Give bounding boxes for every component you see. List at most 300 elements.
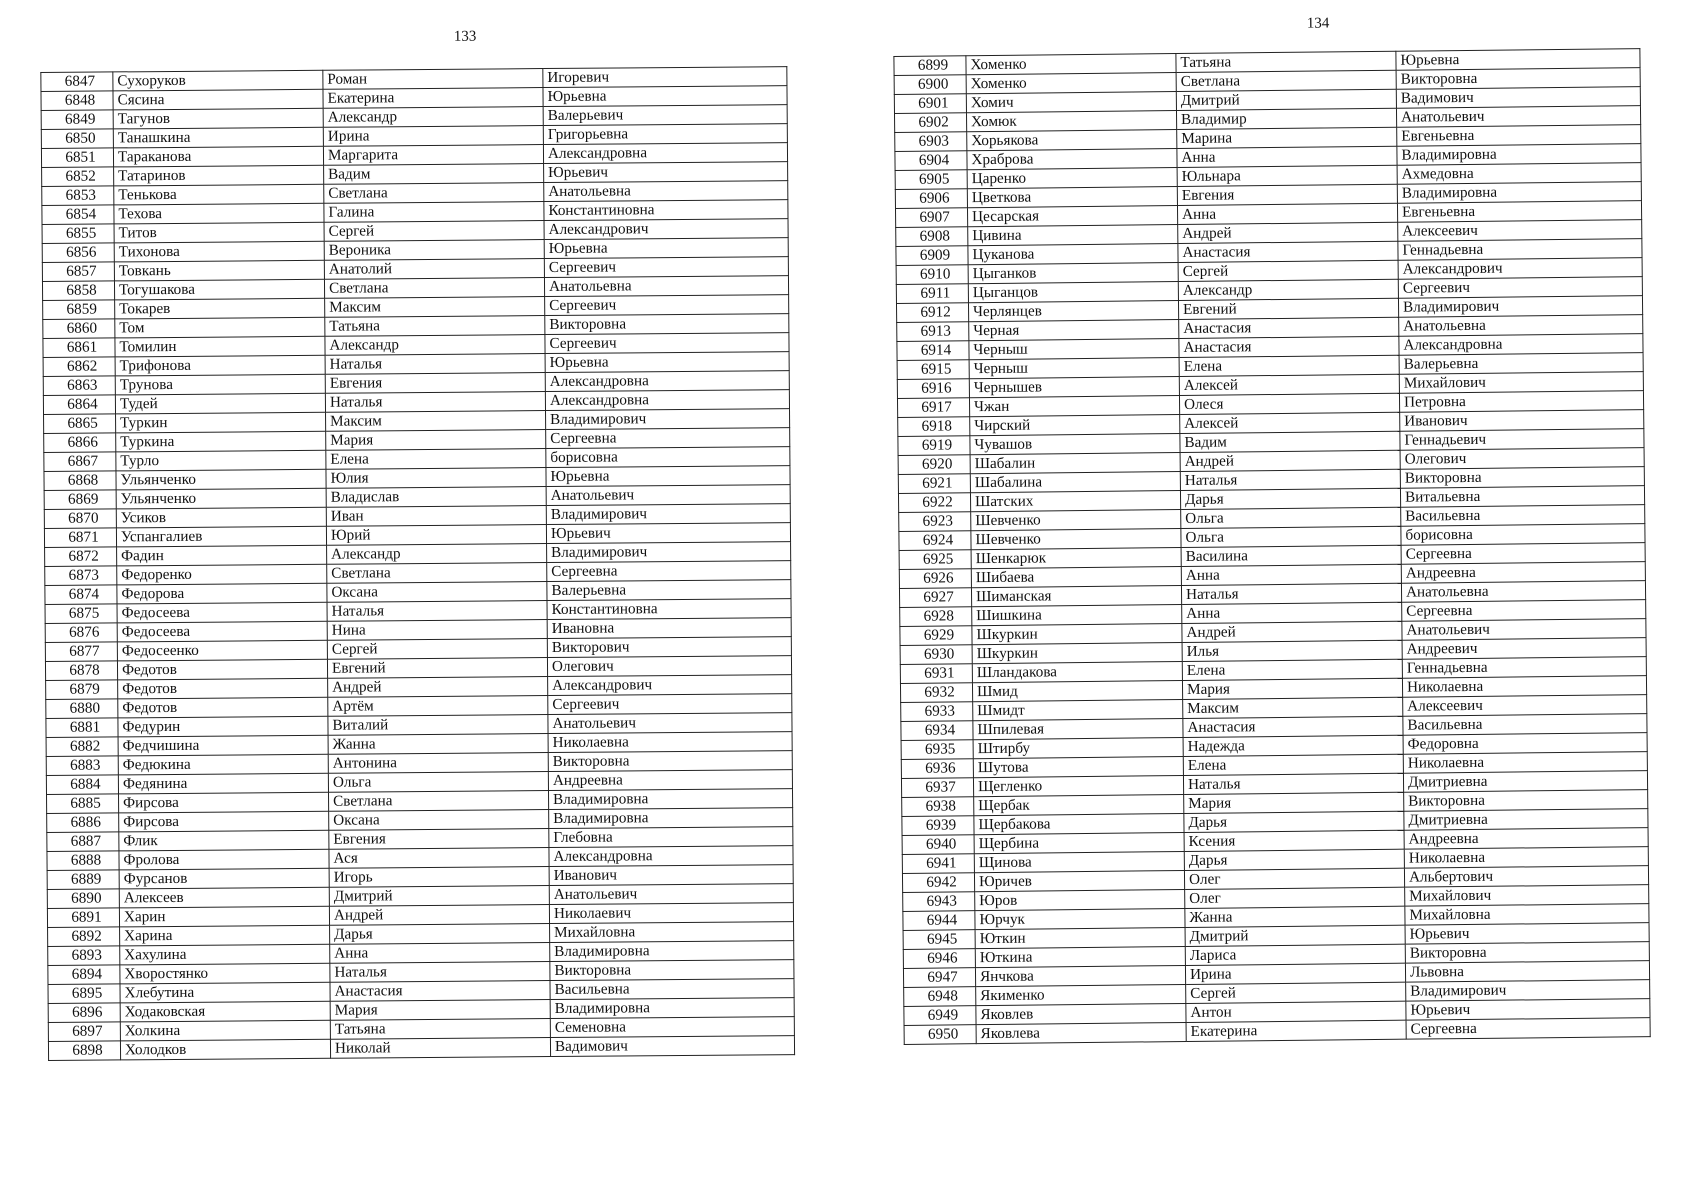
patronymic-cell: Анатольевич [546, 485, 790, 506]
surname-cell: Храброва [967, 149, 1177, 170]
record-number: 6909 [896, 246, 968, 266]
first-name-cell: Наталья [1181, 583, 1401, 604]
surname-cell: Чжан [969, 396, 1179, 417]
first-name-cell: Наталья [325, 354, 545, 375]
surname-cell: Хомич [966, 92, 1176, 113]
record-number: 6943 [903, 892, 975, 912]
record-number: 6853 [42, 186, 114, 206]
patronymic-cell: Ахмедовна [1397, 163, 1641, 185]
surname-cell: Федосеева [117, 602, 327, 623]
record-number: 6877 [45, 642, 117, 662]
surname-cell: Юров [975, 889, 1185, 910]
record-number: 6923 [899, 512, 971, 532]
record-number: 6876 [45, 623, 117, 643]
first-name-cell: Анастасия [1179, 317, 1399, 338]
surname-cell: Харин [119, 906, 329, 927]
record-number: 6850 [41, 129, 113, 149]
surname-cell: Яковлева [976, 1022, 1186, 1043]
record-number: 6902 [895, 113, 967, 133]
first-name-cell: Сергей [1186, 982, 1406, 1003]
surname-cell: Щербак [974, 794, 1184, 815]
surname-cell: Ульянченко [116, 488, 326, 509]
record-number: 6887 [47, 832, 119, 852]
patronymic-cell: Владимирович [546, 504, 790, 525]
surname-cell: Шибаева [971, 567, 1181, 588]
patronymic-cell: Дмитриевна [1403, 771, 1647, 793]
surname-cell: Фурсанов [119, 868, 329, 889]
first-name-cell: Илья [1182, 640, 1402, 661]
patronymic-cell: Вадимович [550, 1036, 794, 1057]
record-number: 6861 [43, 338, 115, 358]
record-number: 6948 [904, 987, 976, 1007]
first-name-cell: Дарья [1184, 811, 1404, 832]
surname-cell: Сухоруков [113, 70, 323, 91]
record-number: 6862 [43, 357, 115, 377]
record-number: 6938 [902, 797, 974, 817]
patronymic-cell: Сергеевич [545, 295, 789, 316]
first-name-cell: Дмитрий [1185, 925, 1405, 946]
first-name-cell: Мария [1184, 792, 1404, 813]
first-name-cell: Андрей [1182, 621, 1402, 642]
patronymic-cell: Николаевна [1403, 752, 1647, 774]
first-name-cell: Александр [323, 107, 543, 128]
patronymic-cell: Викторович [547, 637, 791, 658]
registry-table [40, 66, 795, 1061]
surname-cell: Шмид [972, 681, 1182, 702]
surname-cell: Янчкова [975, 965, 1185, 986]
patronymic-cell: Владимирович [1398, 296, 1642, 318]
surname-cell: Товкань [114, 260, 324, 281]
patronymic-cell: Анатольевна [1399, 315, 1643, 337]
record-number: 6904 [895, 151, 967, 171]
record-number: 6859 [43, 300, 115, 320]
first-name-cell: Евгения [325, 373, 545, 394]
surname-cell: Чернышев [969, 377, 1179, 398]
first-name-cell: Наталья [327, 601, 547, 622]
surname-cell: Хорьякова [967, 130, 1177, 151]
first-name-cell: Юрий [326, 525, 546, 546]
record-number: 6865 [44, 414, 116, 434]
first-name-cell: Ольга [1181, 507, 1401, 528]
record-number: 6879 [46, 680, 118, 700]
patronymic-cell: Николаевна [1404, 847, 1648, 869]
first-name-cell: Сергей [324, 221, 544, 242]
first-name-cell: Надежда [1183, 735, 1403, 756]
record-number: 6866 [44, 433, 116, 453]
surname-cell: Тихонова [114, 241, 324, 262]
first-name-cell: Иван [326, 506, 546, 527]
surname-cell: Фирсова [119, 792, 329, 813]
first-name-cell: Виталий [328, 715, 548, 736]
first-name-cell: Александр [327, 544, 547, 565]
patronymic-cell: Александровна [549, 846, 793, 867]
patronymic-cell: Викторовна [548, 751, 792, 772]
surname-cell: Чувашов [970, 434, 1180, 455]
patronymic-cell: Анатольевич [1396, 106, 1640, 128]
record-number: 6895 [48, 984, 120, 1004]
record-number: 6915 [897, 360, 969, 380]
record-number: 6848 [41, 91, 113, 111]
surname-cell: Шутова [973, 757, 1183, 778]
record-number: 6868 [44, 471, 116, 491]
record-number: 6919 [898, 436, 970, 456]
surname-cell: Фролова [119, 849, 329, 870]
surname-cell: Щегленко [973, 776, 1183, 797]
record-number: 6920 [898, 455, 970, 475]
first-name-cell: Светлана [324, 183, 544, 204]
first-name-cell: Максим [325, 297, 545, 318]
patronymic-cell: Дмитриевна [1404, 809, 1648, 831]
record-number: 6898 [48, 1041, 120, 1061]
patronymic-cell: Львовна [1405, 961, 1649, 983]
record-number: 6921 [898, 474, 970, 494]
first-name-cell: Сергей [327, 639, 547, 660]
surname-cell: Шевченко [971, 529, 1181, 550]
first-name-cell: Мария [1182, 678, 1402, 699]
first-name-cell: Наталья [1183, 773, 1403, 794]
patronymic-cell: Васильевна [550, 979, 794, 1000]
first-name-cell: Анна [1177, 203, 1397, 224]
surname-cell: Тагунов [113, 108, 323, 129]
page-left [40, 24, 808, 1061]
surname-cell: Турло [116, 450, 326, 471]
surname-cell: Цветкова [967, 187, 1177, 208]
first-name-cell: Екатерина [1186, 1020, 1406, 1041]
patronymic-cell: Александрович [544, 219, 788, 240]
record-number: 6873 [45, 566, 117, 586]
patronymic-cell: Викторовна [550, 960, 794, 981]
surname-cell: Цесарская [967, 206, 1177, 227]
record-number: 6863 [43, 376, 115, 396]
surname-cell: Цивина [968, 225, 1178, 246]
first-name-cell: Мария [330, 1000, 550, 1021]
record-number: 6918 [898, 417, 970, 437]
record-number: 6941 [902, 854, 974, 874]
patronymic-cell: Евгеньевна [1397, 201, 1641, 223]
record-number: 6933 [901, 702, 973, 722]
first-name-cell: Ольга [1181, 526, 1401, 547]
first-name-cell: Антонина [328, 753, 548, 774]
surname-cell: Успангалиев [116, 526, 326, 547]
record-number: 6932 [900, 683, 972, 703]
patronymic-cell: Александрович [1398, 258, 1642, 280]
first-name-cell: Александр [1178, 279, 1398, 300]
record-number: 6914 [897, 341, 969, 361]
surname-cell: Техова [114, 203, 324, 224]
first-name-cell: Галина [324, 202, 544, 223]
record-number: 6929 [900, 626, 972, 646]
record-number: 6917 [897, 398, 969, 418]
patronymic-cell: Викторовна [545, 314, 789, 335]
first-name-cell: Дмитрий [1176, 89, 1396, 110]
first-name-cell: Игорь [329, 867, 549, 888]
first-name-cell: Ксения [1184, 830, 1404, 851]
first-name-cell: Ирина [1185, 963, 1405, 984]
surname-cell: Титов [114, 222, 324, 243]
surname-cell: Черлянцев [968, 301, 1178, 322]
patronymic-cell: Владимировна [1397, 144, 1641, 166]
surname-cell: Штирбу [973, 738, 1183, 759]
first-name-cell: Алексей [1180, 412, 1400, 433]
surname-cell: Черныш [969, 358, 1179, 379]
record-number: 6856 [42, 243, 114, 263]
surname-cell: Шкуркин [972, 624, 1182, 645]
record-number: 6896 [48, 1003, 120, 1023]
patronymic-cell: Олегович [1400, 448, 1644, 470]
record-number: 6924 [899, 531, 971, 551]
record-number: 6944 [903, 911, 975, 931]
patronymic-cell: Валерьевна [547, 580, 791, 601]
patronymic-cell: Владимировна [549, 808, 793, 829]
surname-cell: Хоменко [966, 73, 1176, 94]
patronymic-cell: Евгеньевна [1397, 125, 1641, 147]
patronymic-cell: Владимирович [1406, 980, 1650, 1002]
patronymic-cell: Сергеевна [547, 561, 791, 582]
patronymic-cell: Алексеевич [1398, 220, 1642, 242]
patronymic-cell: Юрьевич [546, 523, 790, 544]
surname-cell: Юткина [975, 946, 1185, 967]
surname-cell: Шмидт [973, 700, 1183, 721]
patronymic-cell: Юрьевна [545, 352, 789, 373]
first-name-cell: Жанна [328, 734, 548, 755]
surname-cell: Федоренко [117, 564, 327, 585]
surname-cell: Хахулина [120, 944, 330, 965]
record-number: 6874 [45, 585, 117, 605]
patronymic-cell: Андреевич [1402, 638, 1646, 660]
surname-cell: Хлебутина [120, 982, 330, 1003]
patronymic-cell: Сергеевич [544, 257, 788, 278]
record-number: 6880 [46, 699, 118, 719]
patronymic-cell: Александровна [545, 371, 789, 392]
patronymic-cell: Сергеевна [546, 428, 790, 449]
patronymic-cell: Николаевна [548, 732, 792, 753]
record-number: 6855 [42, 224, 114, 244]
record-number: 6888 [47, 851, 119, 871]
first-name-cell: Вадим [324, 164, 544, 185]
patronymic-cell: Андреевна [1404, 828, 1648, 850]
patronymic-cell: Васильевна [1401, 505, 1645, 527]
first-name-cell: Маргарита [323, 145, 543, 166]
surname-cell: Холкина [120, 1020, 330, 1041]
record-number: 6946 [903, 949, 975, 969]
first-name-cell: Анна [1182, 602, 1402, 623]
surname-cell: Фирсова [119, 811, 329, 832]
patronymic-cell: Анатольевна [544, 276, 788, 297]
first-name-cell: Вадим [1180, 431, 1400, 452]
patronymic-cell: Владимировна [1397, 182, 1641, 204]
patronymic-cell: Олегович [547, 656, 791, 677]
patronymic-cell: Геннадьевич [1400, 429, 1644, 451]
first-name-cell: Елена [1182, 659, 1402, 680]
patronymic-cell: Сергеевич [548, 694, 792, 715]
record-number: 6883 [46, 756, 118, 776]
surname-cell: Том [115, 317, 325, 338]
patronymic-cell: Глебовна [549, 827, 793, 848]
record-number: 6906 [895, 189, 967, 209]
surname-cell: Шпилевая [973, 719, 1183, 740]
surname-cell: Шкуркин [972, 643, 1182, 664]
surname-cell: Шенкарюк [971, 548, 1181, 569]
patronymic-cell: Григорьевна [543, 124, 787, 145]
registry-table [893, 48, 1650, 1045]
first-name-cell: Вероника [324, 240, 544, 261]
first-name-cell: Максим [1183, 697, 1403, 718]
record-number: 6931 [900, 664, 972, 684]
patronymic-cell: Владимирович [547, 542, 791, 563]
record-number: 6886 [47, 813, 119, 833]
record-number: 6925 [899, 550, 971, 570]
surname-cell: Тогушакова [114, 279, 324, 300]
record-number: 6892 [48, 927, 120, 947]
surname-cell: Сясина [113, 89, 323, 110]
patronymic-cell: Михайлович [1405, 885, 1649, 907]
patronymic-cell: Семеновна [550, 1017, 794, 1038]
first-name-cell: Ольга [328, 772, 548, 793]
patronymic-cell: Викторовна [1405, 942, 1649, 964]
first-name-cell: Андрей [1178, 222, 1398, 243]
surname-cell: Хворостянко [120, 963, 330, 984]
first-name-cell: Андрей [1180, 450, 1400, 471]
patronymic-cell: Андреевна [548, 770, 792, 791]
first-name-cell: Василина [1181, 545, 1401, 566]
first-name-cell: Максим [326, 411, 546, 432]
patronymic-cell: Николаевна [1402, 676, 1646, 698]
first-name-cell: Елена [1183, 754, 1403, 775]
patronymic-cell: Вадимович [1396, 87, 1640, 109]
surname-cell: Туркин [116, 412, 326, 433]
first-name-cell: Андрей [329, 905, 549, 926]
surname-cell: Тенькова [114, 184, 324, 205]
first-name-cell: Татьяна [325, 316, 545, 337]
first-name-cell: Николай [330, 1038, 550, 1059]
surname-cell: Царенко [967, 168, 1177, 189]
record-number: 6885 [47, 794, 119, 814]
first-name-cell: Сергей [1178, 260, 1398, 281]
patronymic-cell: Валерьевна [1399, 353, 1643, 375]
first-name-cell: Светлана [324, 278, 544, 299]
patronymic-cell: Игоревич [543, 67, 787, 88]
surname-cell: Тудей [115, 393, 325, 414]
page-number: 134 [1306, 15, 1330, 32]
first-name-cell: Ирина [323, 126, 543, 147]
first-name-cell: Наталья [1180, 469, 1400, 490]
surname-cell: Федюкина [118, 754, 328, 775]
surname-cell: Федосеева [117, 621, 327, 642]
patronymic-cell: Михайловна [550, 922, 794, 943]
first-name-cell: Владимир [1176, 108, 1396, 129]
surname-cell: Шишкина [972, 605, 1182, 626]
record-number: 6949 [904, 1006, 976, 1026]
record-number: 6939 [902, 816, 974, 836]
first-name-cell: Алексей [1179, 374, 1399, 395]
record-number: 6913 [897, 322, 969, 342]
record-number: 6890 [47, 889, 119, 909]
surname-cell: Щербина [974, 832, 1184, 853]
surname-cell: Фадин [117, 545, 327, 566]
patronymic-cell: Витальевна [1400, 486, 1644, 508]
record-number: 6908 [896, 227, 968, 247]
first-name-cell: Олег [1185, 887, 1405, 908]
record-number: 6926 [899, 569, 971, 589]
patronymic-cell: Константиновна [547, 599, 791, 620]
first-name-cell: Антон [1186, 1001, 1406, 1022]
first-name-cell: Светлана [328, 791, 548, 812]
first-name-cell: Дарья [1184, 849, 1404, 870]
record-number: 6936 [901, 759, 973, 779]
record-number: 6891 [47, 908, 119, 928]
surname-cell: Томилин [115, 336, 325, 357]
record-number: 6881 [46, 718, 118, 738]
record-number: 6889 [47, 870, 119, 890]
record-number: 6934 [901, 721, 973, 741]
surname-cell: Федчишина [118, 735, 328, 756]
record-number: 6901 [894, 94, 966, 114]
surname-cell: Ходаковская [120, 1001, 330, 1022]
surname-cell: Ульянченко [116, 469, 326, 490]
record-number: 6852 [42, 167, 114, 187]
surname-cell: Хомюк [966, 111, 1176, 132]
record-number: 6940 [902, 835, 974, 855]
first-name-cell: Анатолий [324, 259, 544, 280]
first-name-cell: Татьяна [330, 1019, 550, 1040]
surname-cell: Щинова [974, 851, 1184, 872]
patronymic-cell: Викторовна [1404, 790, 1648, 812]
patronymic-cell: Андреевна [1401, 562, 1645, 584]
record-number: 6870 [44, 509, 116, 529]
patronymic-cell: Владимировна [550, 998, 794, 1019]
first-name-cell: Анна [1181, 564, 1401, 585]
patronymic-cell: Анатольевна [544, 181, 788, 202]
first-name-cell: Андрей [328, 677, 548, 698]
surname-cell: Усиков [116, 507, 326, 528]
patronymic-cell: Васильевна [1403, 714, 1647, 736]
surname-cell: Шиманская [971, 586, 1181, 607]
record-number: 6858 [42, 281, 114, 301]
surname-cell: Хоменко [966, 54, 1176, 75]
record-number: 6897 [48, 1022, 120, 1042]
patronymic-cell: Федоровна [1403, 733, 1647, 755]
surname-cell: Яковлев [976, 1003, 1186, 1024]
surname-cell: Шабалина [970, 472, 1180, 493]
first-name-cell: Владислав [326, 487, 546, 508]
record-number: 6910 [896, 265, 968, 285]
patronymic-cell: Иванович [1400, 410, 1644, 432]
record-number: 6945 [903, 930, 975, 950]
record-number: 6947 [903, 968, 975, 988]
record-number: 6916 [897, 379, 969, 399]
surname-cell: Чирский [970, 415, 1180, 436]
record-number: 6905 [895, 170, 967, 190]
patronymic-cell: Александрович [548, 675, 792, 696]
surname-cell: Федянина [118, 773, 328, 794]
first-name-cell: Юльнара [1177, 165, 1397, 186]
patronymic-cell: Константиновна [544, 200, 788, 221]
first-name-cell: Юлия [326, 468, 546, 489]
surname-cell: Цыганков [968, 263, 1178, 284]
surname-cell: Федосеенко [117, 640, 327, 661]
patronymic-cell: Александровна [543, 143, 787, 164]
surname-cell: Федотов [118, 697, 328, 718]
first-name-cell: Олег [1184, 868, 1404, 889]
record-number: 6882 [46, 737, 118, 757]
surname-cell: Шатских [970, 491, 1180, 512]
patronymic-cell: Александровна [1399, 334, 1643, 356]
record-number: 6860 [43, 319, 115, 339]
patronymic-cell: Валерьевич [543, 105, 787, 126]
surname-cell: Юрчук [975, 908, 1185, 929]
record-number: 6899 [894, 56, 966, 76]
surname-cell: Шабалин [970, 453, 1180, 474]
